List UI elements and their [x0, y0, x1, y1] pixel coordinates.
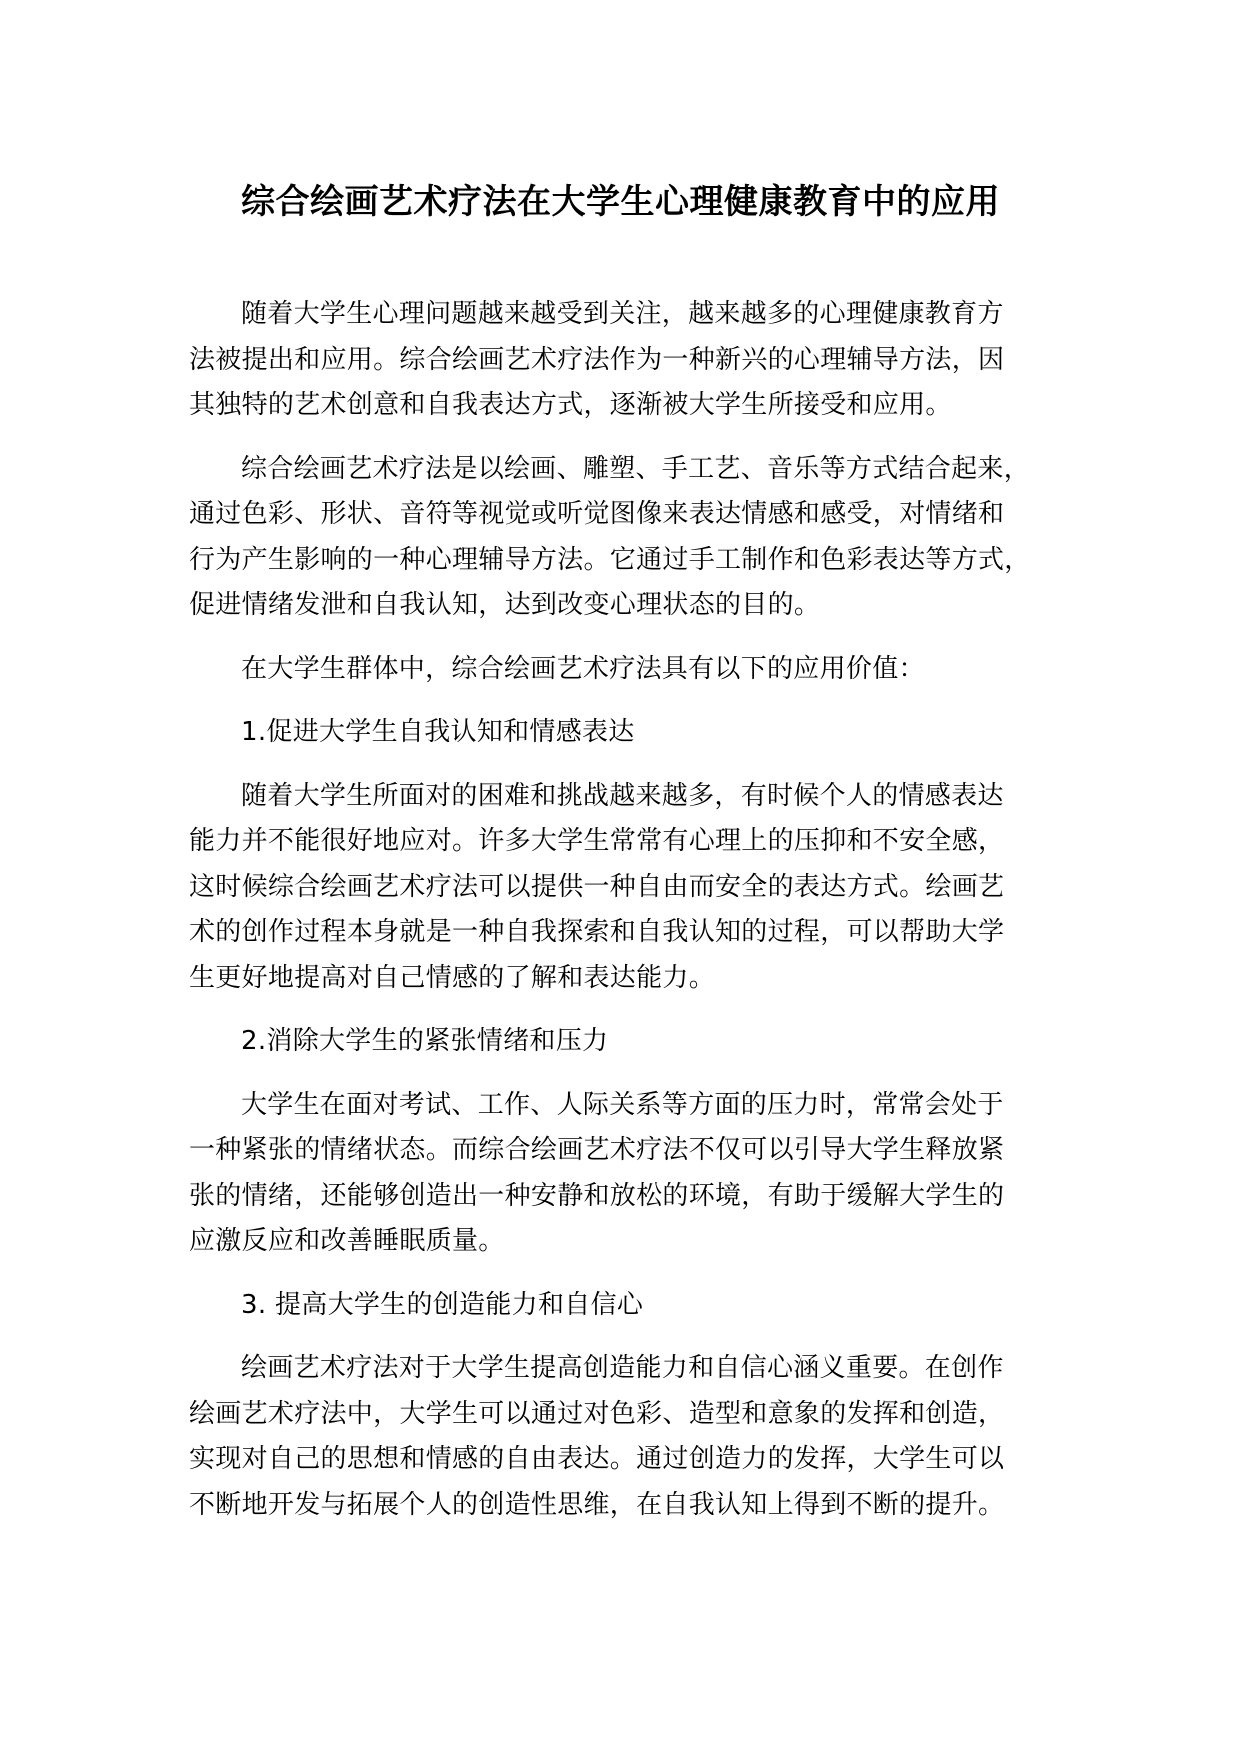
paragraph-section-1	[189, 774, 1089, 1002]
text-line: 通过色彩、形状、音符等视觉或听觉图像来表达情感和感受，对情绪和	[189, 499, 1005, 529]
text-line: 行为产生影响的一种心理辅导方法。它通过手工制作和色彩表达等方式，	[189, 544, 1031, 575]
paragraph-value-intro	[189, 647, 1089, 693]
text-line: 3. 提高大学生的创造能力和自信心	[241, 1289, 644, 1320]
text-line: 绘画艺术疗法对于大学生提高创造能力和自信心涵义重要。在创作	[241, 1353, 1004, 1383]
text-line: 随着大学生心理问题越来越受到关注，越来越多的心理健康教育方	[241, 299, 1004, 329]
text-line: 综合绘画艺术疗法是以绘画、雕塑、手工艺、音乐等方式结合起来，	[241, 453, 1031, 484]
section-heading-1	[189, 710, 1089, 756]
paragraph-section-2	[189, 1083, 1089, 1265]
text-line: 促进情绪发泄和自我认知，达到改变心理状态的目的。	[189, 590, 821, 620]
text-line: 在大学生群体中，综合绘画艺术疗法具有以下的应用价值：	[241, 653, 925, 684]
paragraph-definition	[189, 447, 1089, 629]
text-line: 不断地开发与拓展个人的创造性思维，在自我认知上得到不断的提升。	[189, 1489, 1005, 1520]
document-title: 综合绘画艺术疗法在大学生心理健康教育中的应用	[241, 182, 1000, 222]
text-line: 法被提出和应用。综合绘画艺术疗法作为一种新兴的心理辅导方法，因	[189, 344, 1005, 375]
text-line: 一种紧张的情绪状态。而综合绘画艺术疗法不仅可以引导大学生释放紧	[189, 1135, 1005, 1165]
paragraph-intro	[189, 292, 1089, 429]
section-heading-2	[189, 1019, 1089, 1065]
text-line: 应激反应和改善睡眠质量。	[189, 1226, 505, 1256]
text-line: 能力并不能很好地应对。许多大学生常常有心理上的压抑和不安全感，	[189, 826, 1005, 856]
text-line: 大学生在面对考试、工作、人际关系等方面的压力时，常常会处于	[241, 1089, 1004, 1120]
text-line: 实现对自己的思想和情感的自由表达。通过创造力的发挥，大学生可以	[189, 1444, 1005, 1474]
text-line: 1.促进大学生自我认知和情感表达	[241, 717, 635, 747]
text-line: 随着大学生所面对的困难和挑战越来越多，有时候个人的情感表达	[241, 780, 1004, 811]
text-line: 其独特的艺术创意和自我表达方式，逐渐被大学生所接受和应用。	[189, 390, 952, 420]
text-line: 张的情绪，还能够创造出一种安静和放松的环境，有助于缓解大学生的	[189, 1180, 1005, 1211]
paragraph-section-3	[189, 1346, 1089, 1528]
text-line: 术的创作过程本身就是一种自我探索和自我认知的过程，可以帮助大学	[189, 917, 1005, 947]
section-heading-3	[189, 1283, 1089, 1329]
text-line: 绘画艺术疗法中，大学生可以通过对色彩、造型和意象的发挥和创造，	[189, 1398, 1005, 1429]
text-line: 2.消除大学生的紧张情绪和压力	[241, 1026, 609, 1056]
document-body	[189, 292, 1089, 1546]
text-line: 生更好地提高对自己情感的了解和表达能力。	[189, 962, 716, 993]
text-line: 这时候综合绘画艺术疗法可以提供一种自由而安全的表达方式。绘画艺	[189, 871, 1005, 902]
